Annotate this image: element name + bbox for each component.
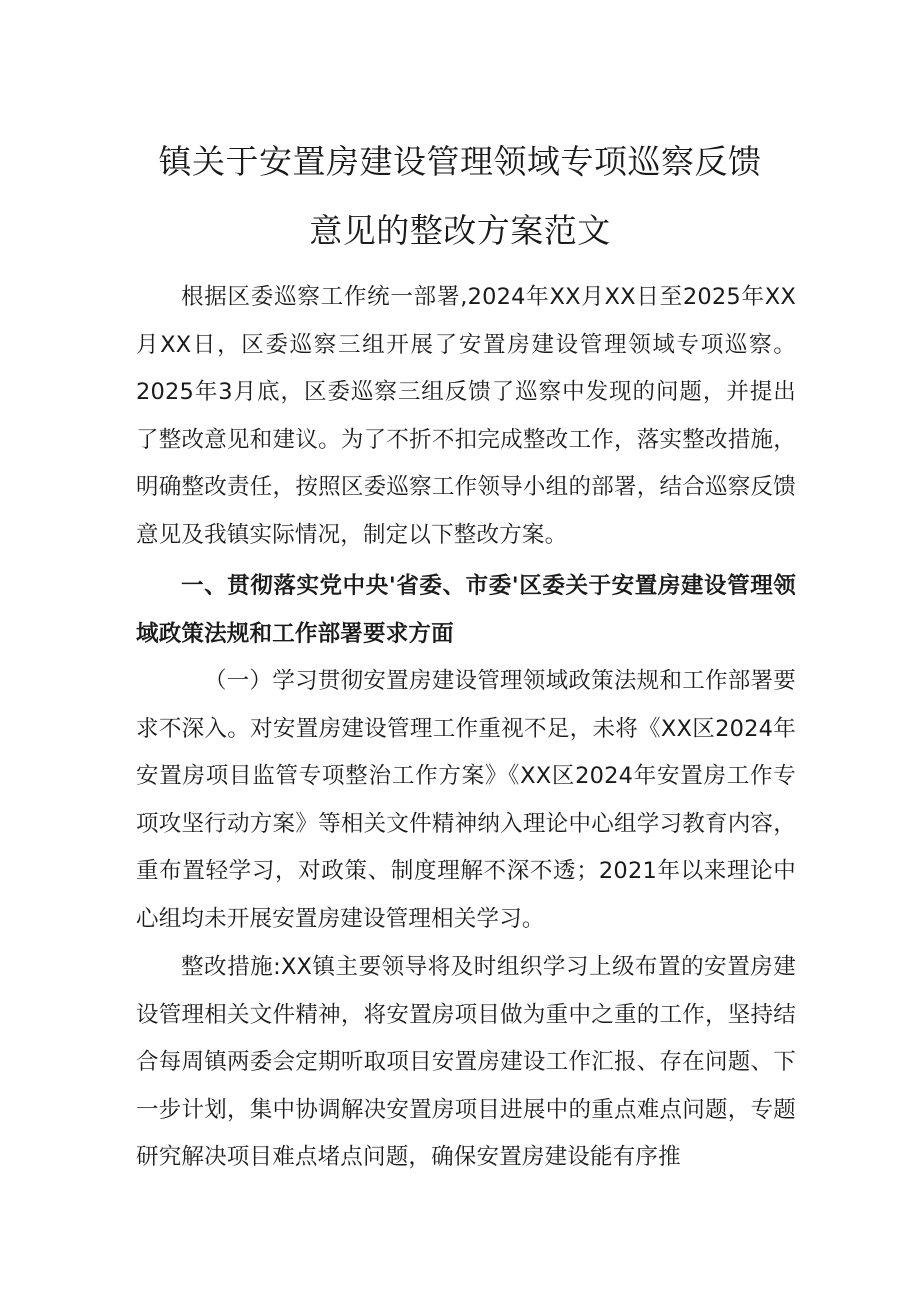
issue-paragraph-1: （一）学习贯彻安置房建设管理领域政策法规和工作部署要求不深入。对安置房建设管理工作重视不足，未将《XX区2024年安置房项目监管专项整治工作方案》《XX区2024年安置房工作专项攻坚行动方案》等相关文件精神纳入理论中心组学习教育内容，重布置轻学习，对政策、制度理解不深不透；2021年以来理论中心组均未开展安置房建设管理相关学习。 [136, 668, 796, 932]
intro-paragraph: 根据区委巡察工作统一部署,2024年XX月XX日至2025年XX月XX日，区委巡察三组开展了安置房建设管理领域专项巡察。2025年3月底，区委巡察三组反馈了巡察中发现的问题，并提出了整改意见和建议。为了不折不扣完成整改工作，落实整改措施，明确整改责任，按照区委巡察工作领导小组的部署，结合巡察反馈意见及我镇实际情况，制定以下整改方案。 [136, 284, 796, 548]
document-title-line-1: 镇关于安置房建设管理领域专项巡察反馈 [158, 142, 762, 181]
section-heading-1: 一、贯彻落实党中央'省委、市委'区委关于安置房建设管理领域政策法规和工作部署要求方面 [136, 573, 796, 647]
measures-paragraph-1: 整改措施:XX镇主要领导将及时组织学习上级布置的安置房建设管理相关文件精神，将安置房项目做为重中之重的工作，坚持结合每周镇两委会定期听取项目安置房建设工作汇报、存在问题、下一步计划，集中协调解决安置房项目进展中的重点难点问题，专题研究解决项目难点堵点问题，确保安置房建设能有序推 [136, 954, 796, 1170]
document-title-line-2: 意见的整改方案范文 [309, 211, 611, 250]
